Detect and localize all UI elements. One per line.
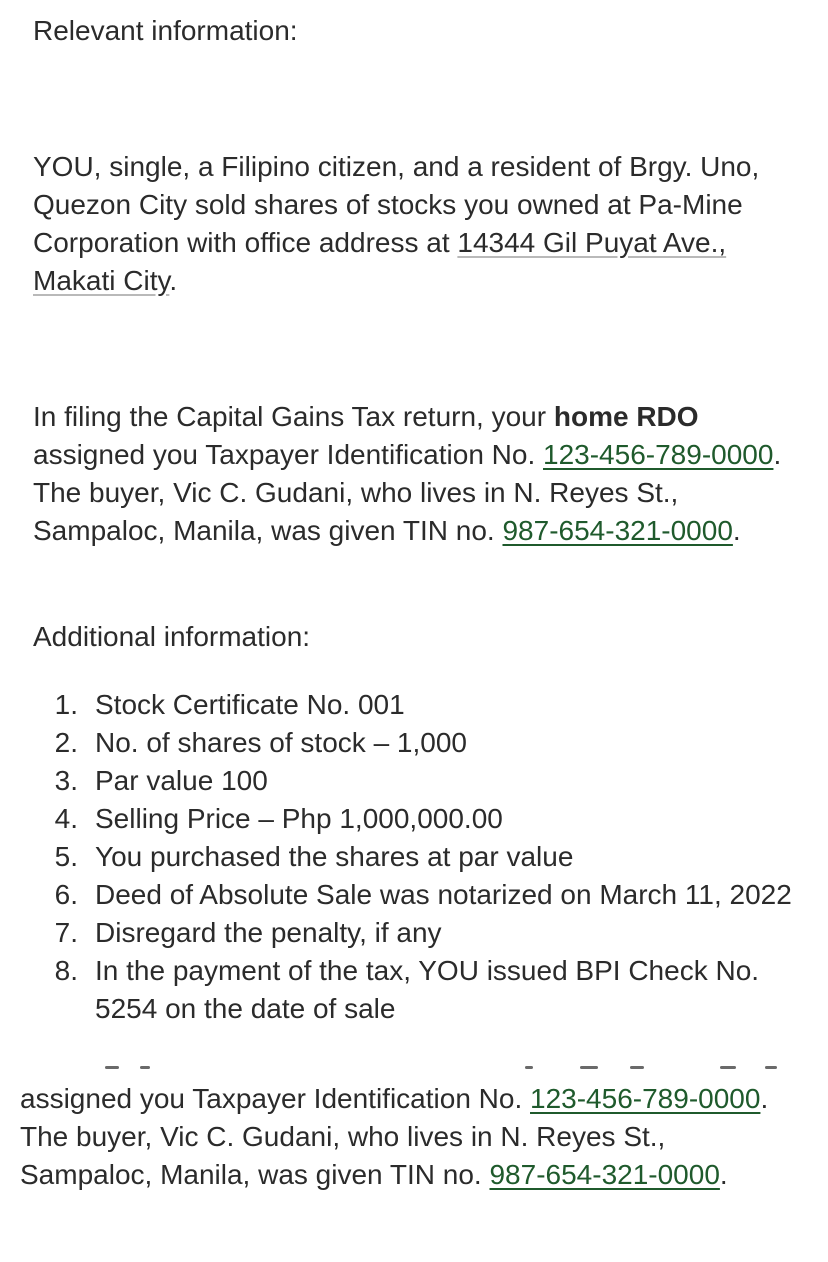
tin-paragraph-text-4: . [732, 515, 741, 546]
list-item-text: Deed of Absolute Sale was notarized on March 11, 2022 [95, 879, 792, 910]
seller-paragraph-end: . [169, 265, 178, 296]
list-item-text: You purchased the shares at par value [95, 841, 574, 872]
seller-tin-link[interactable]: 123-456-789-0000 [543, 439, 774, 470]
list-item [33, 914, 803, 952]
additional-information-heading: Additional information: [33, 621, 311, 652]
tin-paragraph-text-1: In filing the Capital Gains Tax return, your [33, 401, 554, 432]
dup-paragraph-text-3: . [719, 1159, 728, 1190]
dup-seller-tin-link[interactable]: 123-456-789-0000 [530, 1083, 761, 1114]
list-item-number: 4. [54, 803, 78, 834]
tin-paragraph-text-2: assigned you Taxpayer Identification No. [33, 439, 544, 470]
list-item [33, 952, 803, 1028]
tin-paragraph-text-3: . The buyer, Vic C. Gudani, who lives in N. Reyes St., Sampaloc, Manila, was given TIN no. [33, 439, 782, 546]
list-item-text: Selling Price – Php 1,000,000.00 [95, 803, 503, 834]
list-item [33, 876, 803, 914]
list-item-number: 3. [54, 765, 78, 796]
list-item-number: 8. [54, 955, 78, 986]
additional-information-list [33, 686, 803, 1028]
list-item-text: In the payment of the tax, YOU issued BPI Check No. 5254 on the date of sale [95, 955, 760, 1024]
seller-paragraph [33, 148, 803, 300]
list-item-text: Disregard the penalty, if any [95, 917, 442, 948]
list-item [33, 800, 803, 838]
list-item [33, 838, 803, 876]
dup-buyer-tin-link[interactable]: 987-654-321-0000 [489, 1159, 720, 1190]
relevant-information-heading: Relevant information: [33, 15, 298, 46]
list-item-number: 1. [54, 689, 78, 720]
list-item-number: 2. [54, 727, 78, 758]
list-item-number: 5. [54, 841, 78, 872]
tin-paragraph [33, 398, 803, 550]
list-item [33, 724, 803, 762]
buyer-tin-link[interactable]: 987-654-321-0000 [502, 515, 733, 546]
duplicated-tin-paragraph [20, 1080, 800, 1194]
list-item-number: 6. [54, 879, 78, 910]
list-item [33, 762, 803, 800]
dup-paragraph-text-1: assigned you Taxpayer Identification No. [20, 1083, 531, 1114]
list-item-number: 7. [54, 917, 78, 948]
home-rdo-bold: home RDO [553, 401, 699, 432]
list-item [33, 686, 803, 724]
screenshot-seam [20, 1064, 800, 1078]
dup-paragraph-text-2: . The buyer, Vic C. Gudani, who lives in N. Reyes St., Sampaloc, Manila, was given TIN no. [20, 1083, 769, 1190]
seller-paragraph-text: YOU, single, a Filipino citizen, and a resident of Brgy. Uno, Quezon City sold shares of stocks you owned at Pa-Mine Corporation with office address at [33, 151, 760, 258]
address-link[interactable]: 14344 Gil Puyat Ave., Makati City [33, 227, 727, 296]
list-item-text: Par value 100 [95, 765, 268, 796]
list-item-text: No. of shares of stock – 1,000 [95, 727, 467, 758]
list-item-text: Stock Certificate No. 001 [95, 689, 405, 720]
